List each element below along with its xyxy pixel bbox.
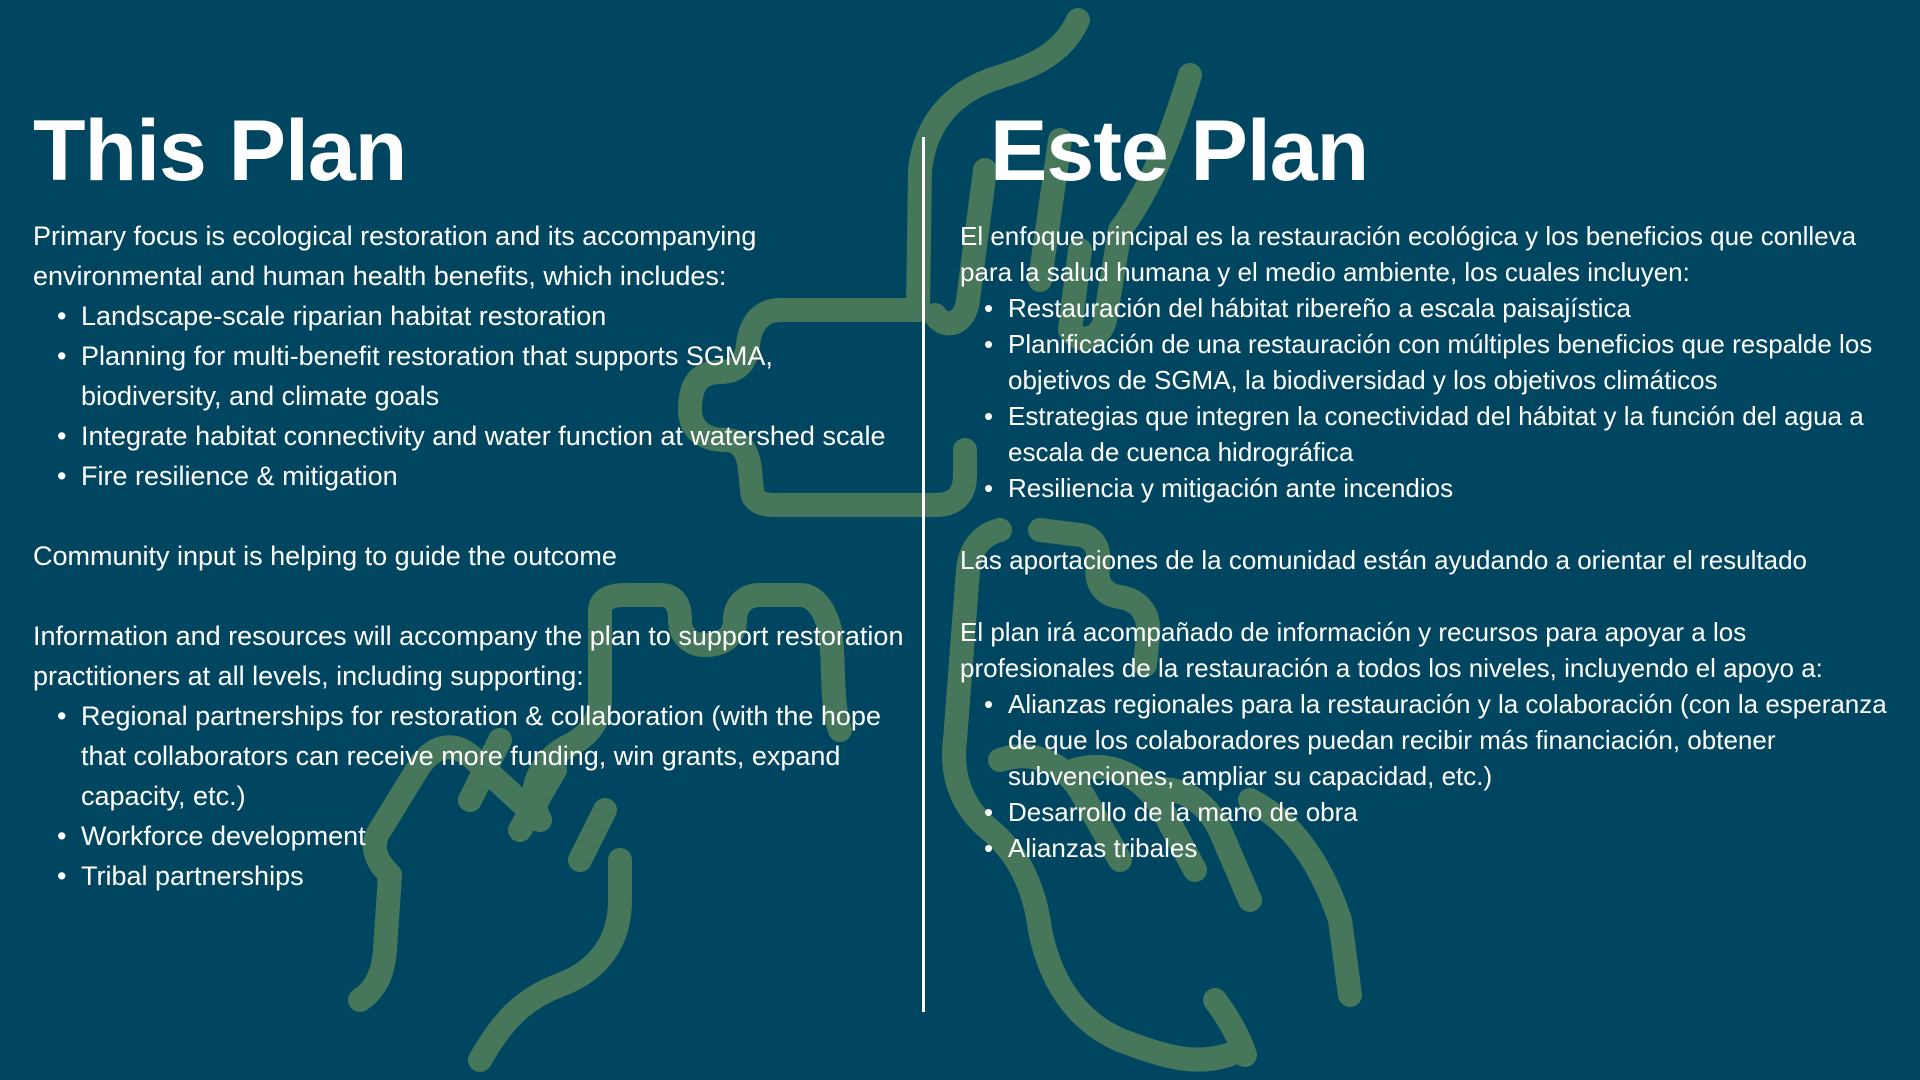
list-item: • Alianzas regionales para la restauración y la colaboración (con la esperanza de que los colaboradores puedan recibir más financiación, obtener subvenciones, ampliar su capacidad, etc.) bbox=[1008, 686, 1900, 794]
focus-list bbox=[33, 296, 913, 496]
page-title-spanish: Este Plan bbox=[990, 103, 1369, 199]
english-column bbox=[33, 103, 913, 896]
intro-text: Primary focus is ecological restoration and its accompanying environmental and human health benefits, which includes: bbox=[33, 221, 757, 291]
list-item: • Desarrollo de la mano de obra bbox=[1008, 794, 1900, 830]
list-item: • Estrategias que integren la conectividad del hábitat y la función del agua a escala de cuenca hidrográfica bbox=[1008, 398, 1900, 470]
resources-text: Information and resources will accompany the plan to support restoration practitioners at all levels, including supporting: bbox=[33, 621, 904, 691]
resources-text: El plan irá acompañado de información y recursos para apoyar a los profesionales de la restauración a todos los niveles, incluyendo el apoyo a: bbox=[960, 617, 1823, 683]
list-item: • Restauración del hábitat ribereño a escala paisajística bbox=[1008, 290, 1900, 326]
community-text: Las aportaciones de la comunidad están ayudando a orientar el resultado bbox=[960, 545, 1808, 575]
list-item: • Planning for multi-benefit restoration that supports SGMA, biodiversity, and climate goals bbox=[81, 336, 913, 416]
support-list bbox=[33, 696, 913, 896]
list-item: • Regional partnerships for restoration & collaboration (with the hope that collaborators can receive more funding, win grants, expand capacity, etc.) bbox=[81, 696, 913, 816]
list-item: • Integrate habitat connectivity and water function at watershed scale bbox=[81, 416, 913, 456]
support-list bbox=[960, 686, 1900, 866]
column-divider bbox=[922, 137, 925, 1012]
page-title-english: This Plan bbox=[33, 103, 407, 199]
list-item: • Landscape-scale riparian habitat restoration bbox=[81, 296, 913, 336]
focus-list bbox=[960, 290, 1900, 506]
list-item: • Fire resilience & mitigation bbox=[81, 456, 913, 496]
list-item: • Workforce development bbox=[81, 816, 913, 856]
community-text: Community input is helping to guide the outcome bbox=[33, 541, 617, 571]
list-item: • Alianzas tribales bbox=[1008, 830, 1900, 866]
intro-text: El enfoque principal es la restauración ecológica y los beneficios que conlleva para la salud humana y el medio ambiente, los cuales incluyen: bbox=[960, 221, 1857, 287]
spanish-column bbox=[960, 103, 1900, 866]
list-item: • Resiliencia y mitigación ante incendios bbox=[1008, 470, 1900, 506]
list-item: • Tribal partnerships bbox=[81, 856, 913, 896]
list-item: • Planificación de una restauración con múltiples beneficios que respalde los objetivos de SGMA, la biodiversidad y los objetivos climáticos bbox=[1008, 326, 1900, 398]
